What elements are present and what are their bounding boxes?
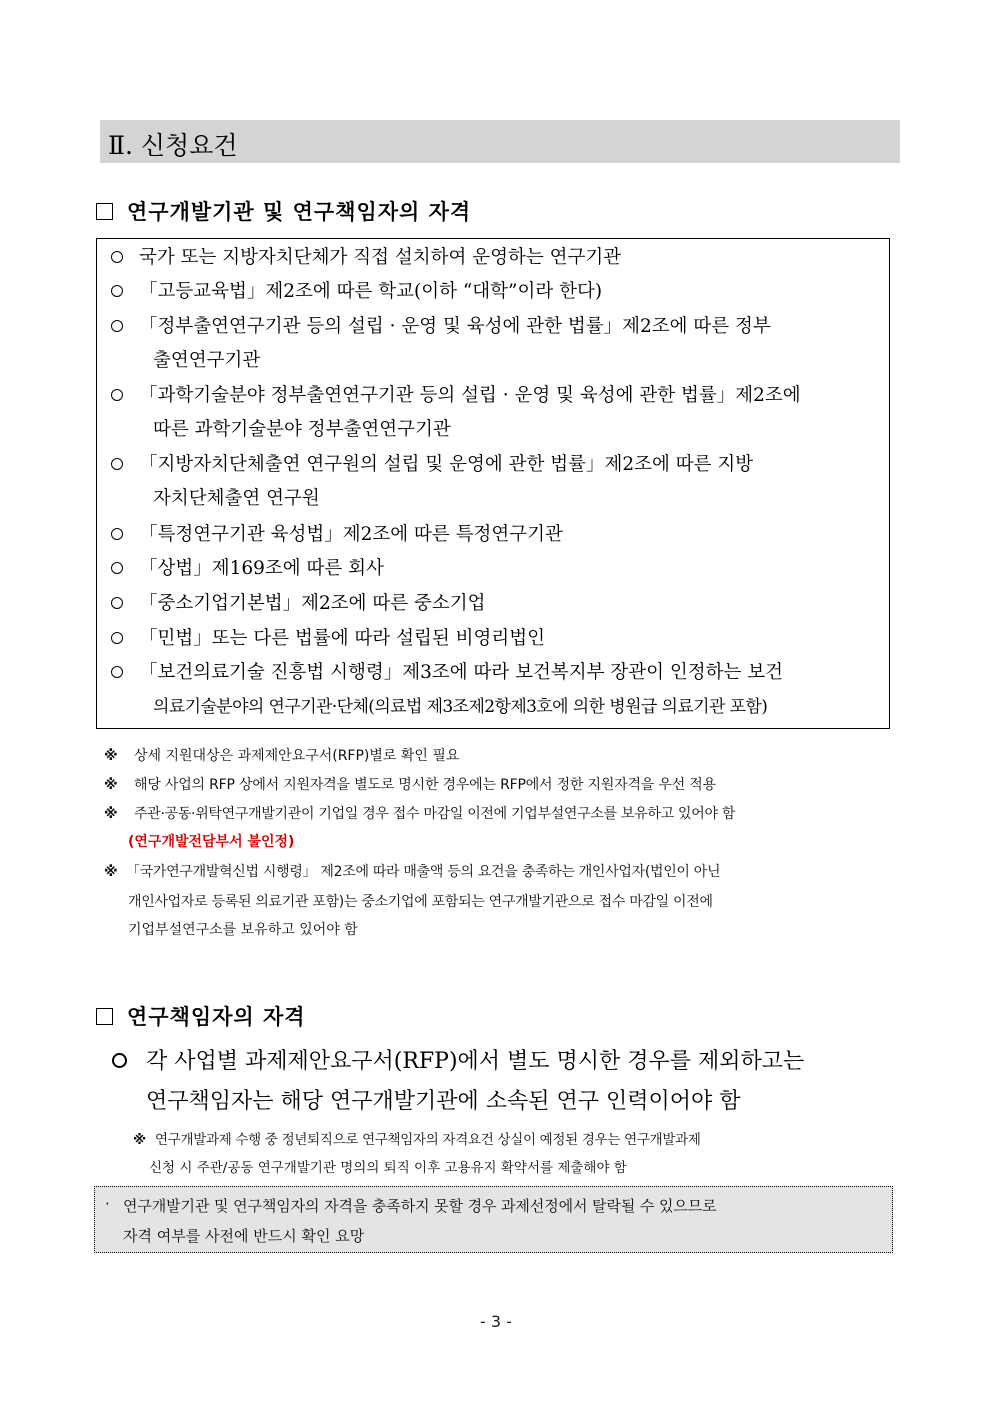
reference-mark-icon: ※ xyxy=(104,806,118,822)
section-title xyxy=(108,126,238,162)
circle-bullet-icon xyxy=(111,666,123,678)
reference-mark-icon: ※ xyxy=(104,777,118,793)
warning-text-continued: 자격 여부를 사전에 반드시 확인 요망 xyxy=(123,1227,365,1245)
subheading-institution-qualification xyxy=(96,196,471,226)
note-text-continued: 기업부설연구소를 보유하고 있어야 함 xyxy=(128,922,358,938)
note-text-continued: 신청 시 주관/공동 연구개발기관 명의의 퇴직 이후 고용유지 확약서를 제출해야 함 xyxy=(149,1160,627,1176)
list-item-text-continued: 따른 과학기술분야 정부출연연구기관 xyxy=(153,419,451,440)
note-text-continued: 개인사업자로 등록된 의료기관 포함)는 중소기업에 포함되는 연구개발기관으로 접수 마감일 이전에 xyxy=(128,894,713,910)
circle-bullet-icon xyxy=(111,458,123,470)
subheading-researcher-qualification xyxy=(96,1001,306,1031)
note-highlight-text: (연구개발전담부서 불인정) xyxy=(128,834,295,850)
note xyxy=(104,862,904,942)
circle-bullet-icon xyxy=(111,320,123,332)
circle-bullet-icon xyxy=(111,251,123,263)
circle-bullet-icon xyxy=(111,562,123,574)
list-item-text: 「고등교육법」제2조에 따른 학교(이하 “대학”이라 한다) xyxy=(139,281,603,302)
reference-mark-icon: ※ xyxy=(104,748,118,764)
list-item-text: 「정부출연연구기관 등의 설립 · 운영 및 육성에 관한 법률」제2조에 따른 정부 xyxy=(139,316,771,337)
square-box-icon xyxy=(96,203,113,220)
list-item-text: 「과학기술분야 정부출연연구기관 등의 설립 · 운영 및 육성에 관한 법률」제2조에 xyxy=(139,385,801,406)
list-item-text: 「중소기업기본법」제2조에 따른 중소기업 xyxy=(139,593,486,614)
note xyxy=(104,746,904,766)
subheading-label: 연구책임자의 자격 xyxy=(127,1004,306,1029)
section-header-bar xyxy=(100,120,900,163)
square-box-icon xyxy=(96,1008,113,1025)
note-text: 주관·공동·위탁연구개발기관이 기업일 경우 접수 마감일 이전에 기업부설연구소를 보유하고 있어야 함 xyxy=(134,806,736,822)
section-title-text: 신청요건 xyxy=(140,131,238,160)
list-item-text: 「특정연구기관 육성법」제2조에 따른 특정연구기관 xyxy=(139,524,563,545)
note-text: 「국가연구개발혁신법 시행령」 제2조에 따라 매출액 등의 요건을 충족하는 개인사업자(법인이 아닌 xyxy=(126,864,721,880)
note xyxy=(104,804,904,854)
researcher-requirement-item xyxy=(112,1043,912,1123)
list-item-text-continued: 출연연구기관 xyxy=(153,350,261,371)
list-item-text-continued: 자치단체출연 연구원 xyxy=(153,488,320,509)
dot-bullet-icon: · xyxy=(105,1195,110,1213)
list-item xyxy=(111,379,885,449)
researcher-note xyxy=(133,1130,913,1180)
section-number: Ⅱ. xyxy=(108,131,133,160)
researcher-requirement-text-continued: 연구책임자는 해당 연구개발기관에 소속된 연구 인력이어야 함 xyxy=(146,1089,741,1114)
list-item-text: 「민법」또는 다른 법률에 따라 설립된 비영리법인 xyxy=(139,628,545,649)
warning-box xyxy=(94,1186,893,1253)
circle-bullet-icon xyxy=(112,1053,127,1068)
reference-mark-icon: ※ xyxy=(133,1132,147,1148)
list-item xyxy=(111,448,885,518)
list-item-text: 국가 또는 지방자치단체가 직접 설치하여 운영하는 연구기관 xyxy=(139,247,622,268)
list-item-text: 「상법」제169조에 따른 회사 xyxy=(139,558,384,579)
page-number: - 3 - xyxy=(480,1312,512,1331)
eligible-institutions-box xyxy=(96,238,890,729)
circle-bullet-icon xyxy=(111,389,123,401)
reference-mark-icon: ※ xyxy=(104,864,118,880)
circle-bullet-icon xyxy=(111,285,123,297)
list-item xyxy=(111,310,885,380)
note-text: 해당 사업의 RFP 상에서 지원자격을 별도로 명시한 경우에는 RFP에서 정한 지원자격을 우선 적용 xyxy=(134,777,716,793)
note-text: 연구개발과제 수행 중 정년퇴직으로 연구책임자의 자격요건 상실이 예정된 경우는 연구개발과제 xyxy=(155,1132,701,1148)
list-item xyxy=(111,656,885,726)
list-item-text: 「지방자치단체출연 연구원의 설립 및 운영에 관한 법률」제2조에 따른 지방 xyxy=(139,454,754,475)
circle-bullet-icon xyxy=(111,632,123,644)
list-item-text-continued: 의료기술분야의 연구기관·단체(의료법 제3조제2항제3호에 의한 병원급 의료기관 포함) xyxy=(153,697,768,717)
note xyxy=(104,775,904,795)
circle-bullet-icon xyxy=(111,528,123,540)
subheading-label: 연구개발기관 및 연구책임자의 자격 xyxy=(127,199,472,224)
note-text: 상세 지원대상은 과제제안요구서(RFP)별로 확인 필요 xyxy=(134,748,460,764)
list-item-text: 「보건의료기술 진흥법 시행령」제3조에 따라 보건복지부 장관이 인정하는 보건 xyxy=(139,662,783,683)
circle-bullet-icon xyxy=(111,597,123,609)
researcher-requirement-text: 각 사업별 과제제안요구서(RFP)에서 별도 명시한 경우를 제외하고는 xyxy=(146,1049,805,1074)
warning-text: 연구개발기관 및 연구책임자의 자격을 충족하지 못할 경우 과제선정에서 탈락될 수 있으므로 xyxy=(123,1197,717,1215)
